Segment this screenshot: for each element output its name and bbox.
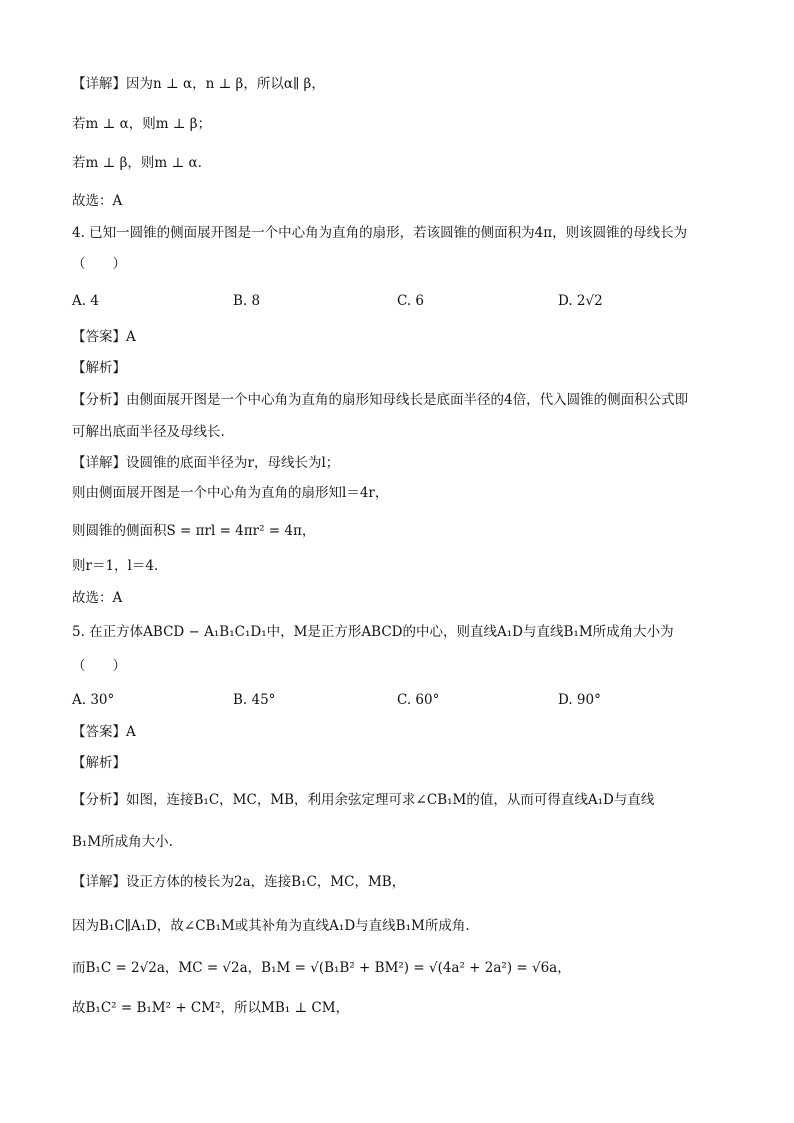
q5-answer: 【答案】A xyxy=(72,724,136,740)
q5-detail-line-3: 而B₁C = 2√2a，MC = √2a，B₁M = √(B₁B² + BM²) = √(4a² + 2a²) = √6a， xyxy=(72,960,571,976)
answer-select-line: 故选：A xyxy=(72,193,123,209)
q5-detail-line-1: 【详解】设正方体的棱长为2a，连接B₁C，MC，MB， xyxy=(72,874,406,890)
question-5-stem: 5. 在正方体ABCD − A₁B₁C₁D₁中，M是正方形ABCD的中心，则直线A₁D与直线B₁M所成角大小为 xyxy=(72,624,674,640)
q4-analysis-line-2: 可解出底面半径及母线长. xyxy=(72,424,225,440)
solution-line-1: 【详解】因为n ⊥ α，n ⊥ β，所以α∥ β， xyxy=(72,76,325,92)
q4-detail-line-2: 则由侧面展开图是一个中心角为直角的扇形知l＝4r， xyxy=(72,485,389,501)
q4-analysis-line-1: 【分析】由侧面展开图是一个中心角为直角的扇形知母线长是底面半径的4倍，代入圆锥的侧面积公式即 xyxy=(72,392,689,408)
q4-option-b: B. 8 xyxy=(233,293,261,309)
q4-detail-line-3: 则圆锥的侧面积S = πrl = 4πr² = 4π， xyxy=(72,523,316,539)
question-4-blank: （ ） xyxy=(72,256,126,272)
solution-line-3: 若m ⊥ β，则m ⊥ α. xyxy=(72,155,202,171)
q4-detail-line-1: 【详解】设圆锥的底面半径为r，母线长为l； xyxy=(72,455,340,471)
q5-option-a: A. 30° xyxy=(72,692,115,708)
question-4-stem: 4. 已知一圆锥的侧面展开图是一个中心角为直角的扇形，若该圆锥的侧面积为4π，则该圆锥的母线长为 xyxy=(72,225,688,241)
q5-detail-line-4: 故B₁C² = B₁M² + CM²，所以MB₁ ⊥ CM， xyxy=(72,1000,350,1016)
q4-option-d: D. 2√2 xyxy=(558,293,603,309)
q5-option-d: D. 90° xyxy=(558,692,601,708)
q4-option-a: A. 4 xyxy=(72,293,99,309)
q4-option-c: C. 6 xyxy=(397,293,425,309)
question-5-blank: （ ） xyxy=(72,658,126,674)
q5-analysis-line-1: 【分析】如图，连接B₁C，MC，MB，利用余弦定理可求∠CB₁M的值，从而可得直线A₁D与直线 xyxy=(72,792,655,808)
q5-detail-line-2: 因为B₁C∥A₁D，故∠CB₁M或其补角为直线A₁D与直线B₁M所成角. xyxy=(72,918,470,934)
q5-analysis-line-2: B₁M所成角大小. xyxy=(72,834,173,850)
q4-analysis-heading: 【解析】 xyxy=(72,360,126,376)
q4-answer: 【答案】A xyxy=(72,329,136,345)
q4-detail-line-4: 则r＝1，l＝4. xyxy=(72,558,159,574)
solution-line-2: 若m ⊥ α，则m ⊥ β； xyxy=(72,116,212,132)
q5-option-c: C. 60° xyxy=(397,692,440,708)
q5-analysis-heading: 【解析】 xyxy=(72,755,126,771)
q5-option-b: B. 45° xyxy=(233,692,276,708)
q4-select: 故选：A xyxy=(72,590,123,606)
